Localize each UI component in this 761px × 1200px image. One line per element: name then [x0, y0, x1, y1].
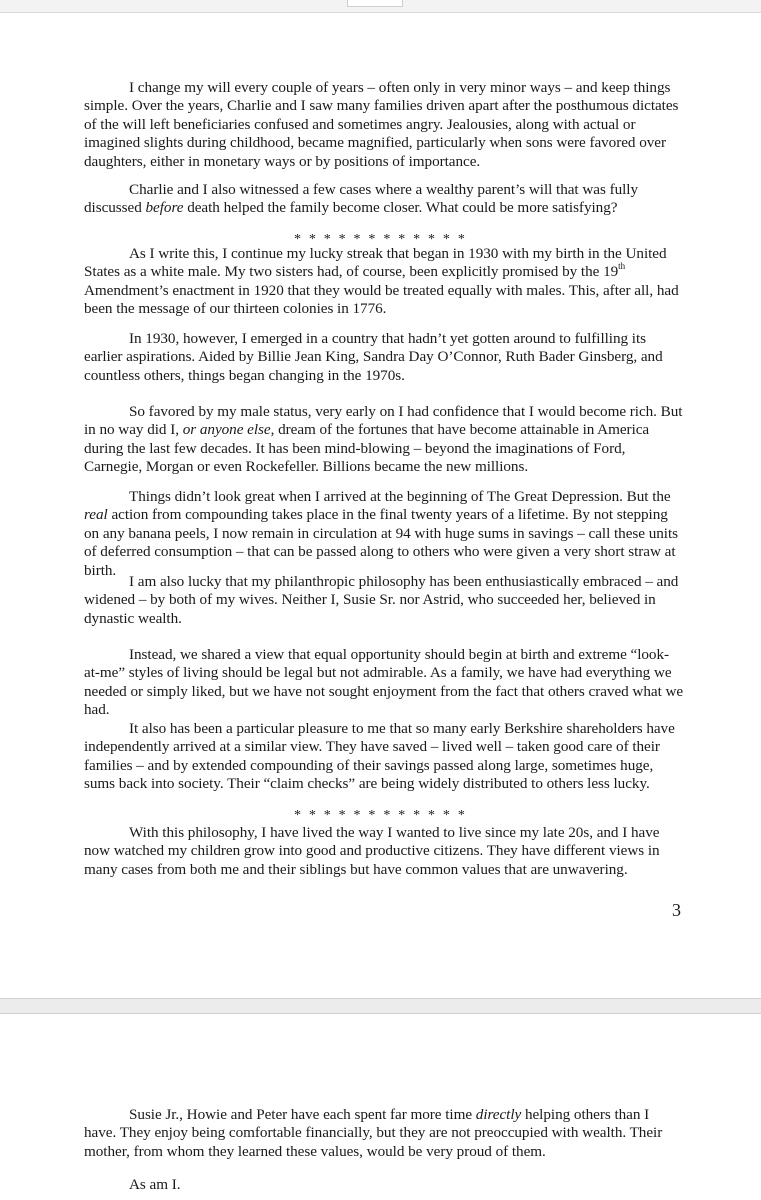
page-gap [0, 998, 761, 1014]
text-run: I am also lucky that my philanthropic philosophy has been enthusiastically embraced – and widened – by both of my wives. Neither I, Susie Sr. nor Astrid, who succeeded her, believed in dynastic wealth. [84, 573, 679, 627]
text-run: With this philosophy, I have lived the way I wanted to live since my late 20s, and I have now watched my children grow into good and productive citizens. They have different views in many cases from both me and their siblings but have common values that are unwavering. [84, 824, 660, 878]
text-run: So favored by my male status, very early on I had confidence that I would become rich. But in no way did I, [84, 403, 683, 439]
viewer-toolbar [0, 0, 761, 13]
text-run: Things didn’t look great when I arrived at the beginning of The Great Depression. But the [129, 488, 671, 505]
text-run: Charlie and I also witnessed a few cases where a wealthy parent’s will that was fully discussed [84, 181, 639, 217]
paragraph-equal-opportunity [84, 646, 684, 720]
text-run: As I write this, I continue my lucky streak that began in 1930 with my birth in the United States as a white male. My two sisters had, of course, been explicitly promised by the 19 [84, 245, 667, 281]
text-run: In 1930, however, I emerged in a country that hadn’t yet gotten around to fulfilling its earlier aspirations. Aided by Billie Jean King, Sandra Day O’Connor, Ruth Bader Ginsberg, and countless others, things began changing in the 1970s. [84, 330, 663, 384]
text-run: , dream of the fortunes that have become attainable in America during the last few decades. It has been mind-blowing – beyond the imaginations of Ford, Carnegie, Morgan or even Rockefeller. Billions became the new millions. [84, 421, 650, 476]
text-run: As am I. [129, 1176, 181, 1193]
paragraph-male-status [84, 403, 684, 477]
superscript-text: th [618, 261, 626, 272]
paragraph-will [84, 79, 684, 171]
section-separator-2: * * * * * * * * * * * * [293, 808, 468, 823]
paragraph-philosophy [84, 824, 684, 879]
paragraph-shareholders [84, 720, 684, 794]
page-number: 3 [672, 900, 681, 920]
text-run: action from compounding takes place in the final twenty years of a lifetime. By not stepping on any banana peels, I now remain in circulation at 94 with huge sums in savings – call these units of deferred consumption – that can be passed along to others who were given a very short straw at birth. [84, 506, 678, 579]
paragraph-great-depression [84, 488, 684, 580]
paragraph-lucky-streak [84, 245, 684, 319]
paragraph-1930 [84, 330, 684, 385]
paragraph-before-death [84, 181, 684, 218]
paragraph-as-am-i [84, 1176, 684, 1194]
italic-text: or anyone else [182, 421, 271, 439]
paragraph-children [84, 1106, 684, 1161]
italic-text: real [84, 506, 108, 524]
text-run: It also has been a particular pleasure to me that so many early Berkshire shareholders have independently arrived at a similar view. They have saved – lived well – taken good care of their families – and by extended compounding of their savings passed along large, sometimes huge, sums back into society. Their “claim checks” are being widely distributed to others less lucky. [84, 720, 675, 793]
toolbar-tab[interactable] [347, 0, 403, 7]
paragraph-philanthropy [84, 573, 684, 628]
text-run: I change my will every couple of years – often only in very minor ways – and keep things simple. Over the years, Charlie and I saw many families driven apart after the posthumous dictates of the will left beneficiaries confused and sometimes angry. Jealousies, along with actual or imagined slights during childhood, became magnified, particularly when sons were favored over daughters, either in monetary ways or by positions of importance. [84, 79, 679, 170]
text-run: Amendment’s enactment in 1920 that they would be treated equally with males. This, after all, had been the message of our thirteen colonies in 1776. [84, 281, 679, 318]
text-run: Instead, we shared a view that equal opportunity should begin at birth and extreme “look-at-me” styles of living should be legal but not admirable. As a family, we have had everything we needed or simply liked, but we have not sought enjoyment from the fact that others craved what we had. [84, 646, 684, 719]
section-separator: * * * * * * * * * * * * [293, 232, 468, 247]
text-run: Susie Jr., Howie and Peter have each spent far more time [129, 1106, 476, 1123]
italic-text: directly [475, 1106, 522, 1123]
text-run: helping others than I have. They enjoy being comfortable financially, but they are not preoccupied with wealth. Their mother, from whom they learned these values, would be very proud of them. [84, 1106, 663, 1160]
italic-text: before [145, 199, 184, 217]
text-run: death helped the family become closer. What could be more satisfying? [183, 199, 618, 217]
